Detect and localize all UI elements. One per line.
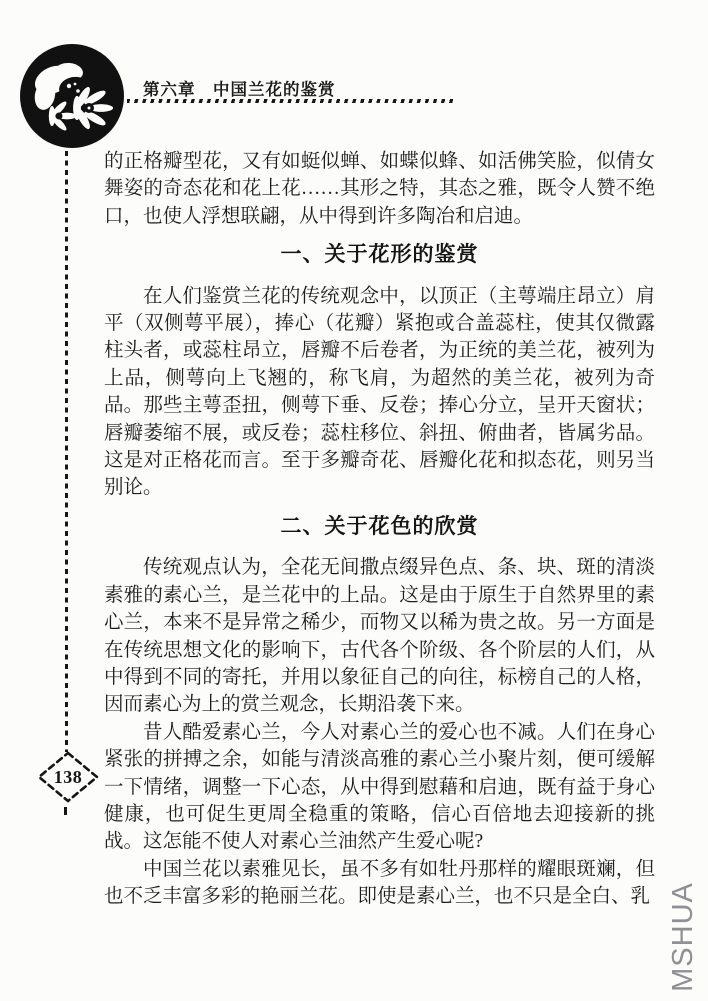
section-heading-1: 一、关于花形的鉴赏	[280, 242, 479, 267]
margin-dashed-line-tail	[64, 807, 67, 815]
body-paragraph-2: 在人们鉴赏兰花的传统观念中，以顶正（主萼端庄昂立）肩平（双侧萼平展），捧心（花瓣）紧抱或合盖蕊柱，使其仅微露柱头者，或蕊柱昂立，唇瓣不后卷者，为正统的美兰花，被列为上品，侧萼向上飞翘的，称飞肩，为超然的美兰花，被列为奇品。那些主萼歪扭，侧萼下垂、反卷；捧心分立，呈开天窗状；唇瓣萎缩不展，或反卷；蕊柱移位、斜扭、俯曲者，皆属劣品。这是对正格花而言。至于多瓣奇花、唇瓣化花和拟态花，则另当别论。	[104, 285, 655, 499]
flower-medallion-svg	[17, 42, 127, 152]
body-paragraph-1: 的正格瓣型花，又有如蜓似蝉、如蝶似蜂、如活佛笑脸，似倩女舞姿的奇态花和花上花……其形之特，其态之雅，既令人赞不绝口，也使人浮想联翩，从中得到许多陶冶和启迪。	[104, 151, 655, 227]
flower-medallion-icon	[17, 42, 127, 152]
section-heading-2: 二、关于花色的欣赏	[280, 513, 479, 538]
page-number: 138	[53, 766, 83, 787]
header-dashed-rule	[127, 99, 453, 103]
margin-dashed-line	[65, 151, 68, 752]
body-paragraph-4: 昔人酷爱素心兰，今人对素心兰的爱心也不减。人们在身心紧张的拼搏之余，如能与清淡高雅的素心兰小聚片刻，便可缓解一下情绪，调整一下心态，从中得到慰藉和启迪，既有益于身心健康，也可促生更周全稳重的策略，信心百倍地去迎接新的挑战。这怎能不使人对素心兰油然产生爱心呢?	[104, 721, 655, 853]
body-paragraph-3: 传统观点认为，全花无间撒点缀异色点、条、块、斑的清淡素雅的素心兰，是兰花中的上品。这是由于原生于自然界里的素心兰，本来不是异常之稀少，而物又以稀为贵之故。另一方面是在传统思想文化的影响下，古代各个阶级、各个阶层的人们，从中得到不同的寄托，并用以象征自己的向往，标榜自己的人格，因而素心为上的赏兰观念，长期沿袭下来。	[104, 557, 655, 716]
chapter-title: 第六章 中国兰花的鉴赏	[143, 80, 336, 99]
body-paragraph-5: 中国兰花以素雅见长，虽不多有如牡丹那样的耀眼斑斓，但也不乏丰富多彩的艳丽兰花。即使是素心兰，也不只是全白、乳	[104, 858, 655, 908]
page-number-badge	[36, 751, 100, 803]
body-text	[104, 148, 655, 911]
watermark-text: MSHUA	[667, 882, 699, 992]
